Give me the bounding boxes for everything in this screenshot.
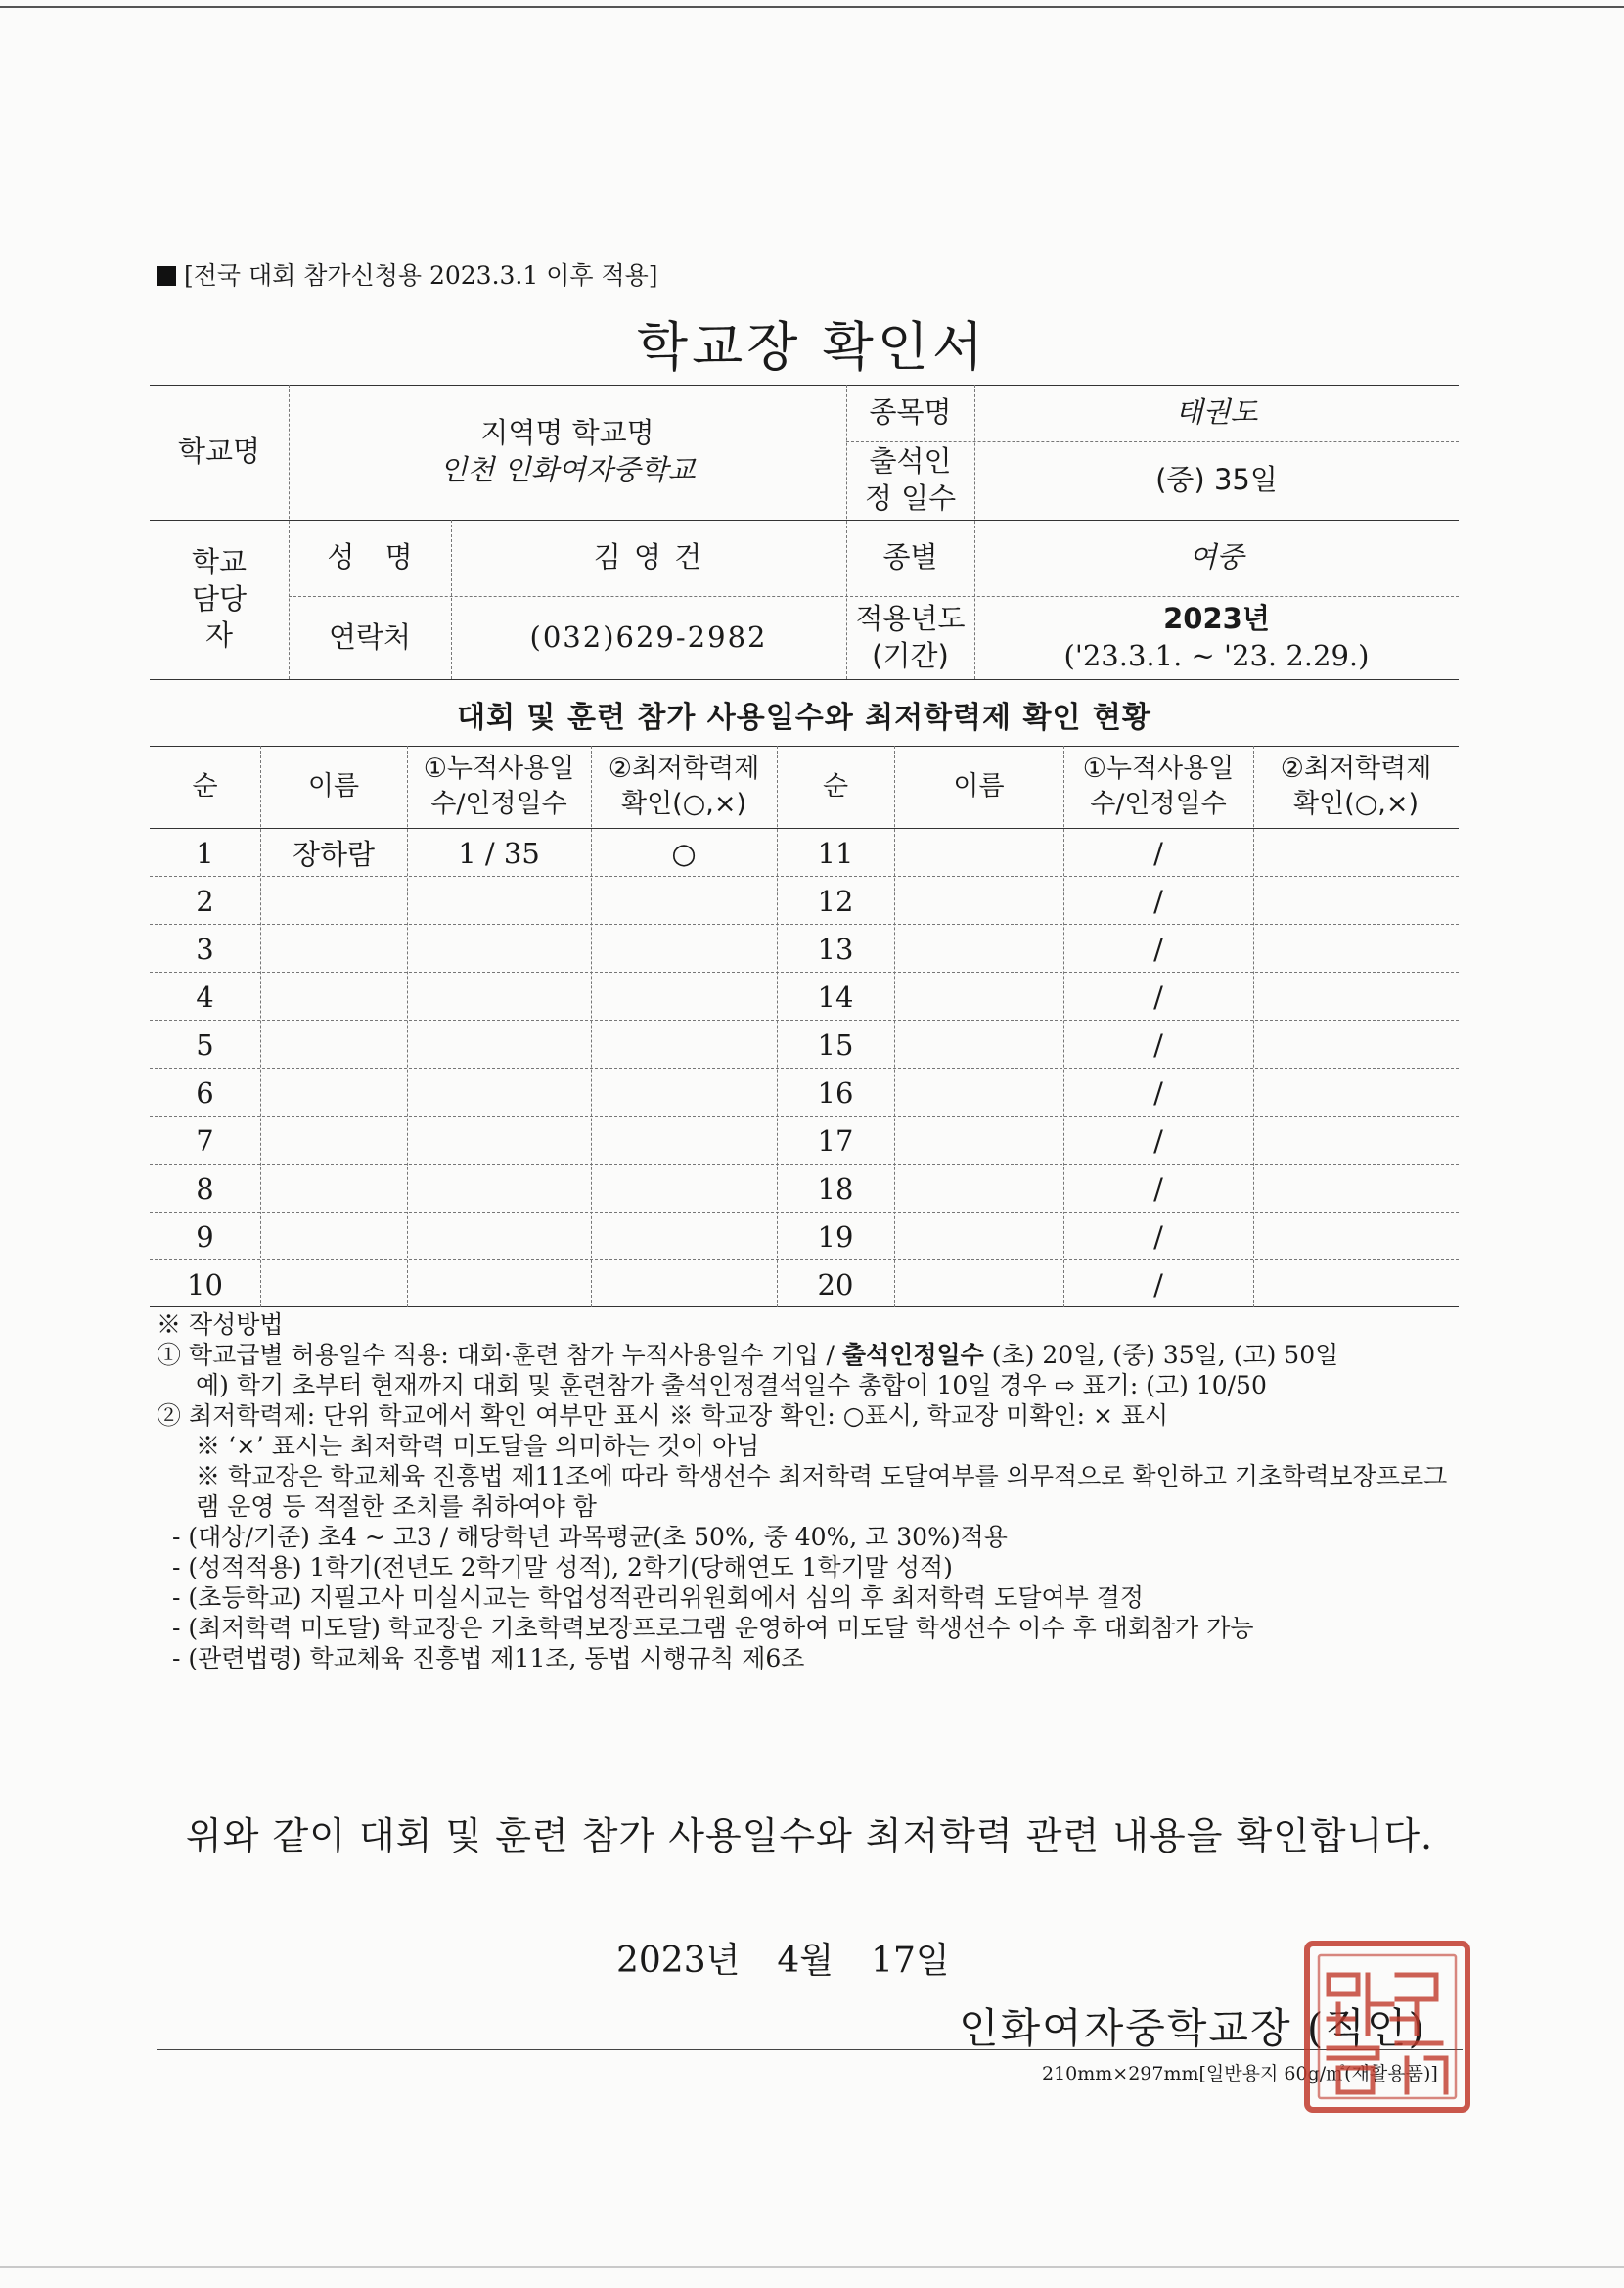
row-number-cell: 17	[817, 1123, 854, 1158]
row-number-cell: 4	[196, 980, 214, 1014]
min-grade-check-cell	[1253, 1213, 1459, 1260]
date-day: 17일	[871, 1941, 950, 1981]
row-number-cell: 18	[817, 1171, 854, 1206]
player-name-cell	[260, 1117, 407, 1165]
school-cell	[289, 400, 846, 504]
days-used-cell	[407, 1021, 591, 1069]
days-used-cell: /	[1153, 836, 1163, 870]
school-label: 학교명	[177, 435, 261, 469]
days-used-cell: /	[1153, 1219, 1163, 1254]
date-month: 4월	[777, 1941, 835, 1981]
player-name-cell	[260, 973, 407, 1021]
min-grade-check-cell: ○	[671, 836, 697, 870]
min-grade-check-cell	[1253, 1260, 1459, 1308]
min-grade-check-cell	[591, 1260, 777, 1308]
player-name-cell	[260, 877, 407, 925]
row-number-cell: 9	[196, 1219, 214, 1254]
player-name-cell	[894, 973, 1063, 1021]
days-used-cell	[407, 1213, 591, 1260]
note-1-days: (초) 20일, (중) 35일, (고) 50일	[983, 1341, 1339, 1369]
note-2-b: ※ 학교장은 학교체육 진흥법 제11조에 따라 학생선수 최저학력 도달여부를 의무적으로 확인하고 기초학력보장프로그램 운영 등 적절한 조치를 취하여야 함	[196, 1462, 1448, 1521]
document-title: 학교장 확인서	[636, 316, 988, 378]
min-grade-check-cell	[1253, 1117, 1459, 1165]
row-number-cell: 19	[817, 1219, 854, 1254]
square-bullet-icon	[157, 266, 176, 286]
year-value: 2023년	[1163, 601, 1270, 635]
category-value: 여중	[1189, 540, 1244, 574]
header-no: 순	[822, 770, 849, 801]
detail-4: - (최저학력 미도달) 학교장은 기초학력보장프로그램 운영하여 미도달 학생선수 이수 후 대회참가 가능	[172, 1614, 1254, 1642]
min-grade-check-cell	[1253, 1165, 1459, 1213]
name-value: 김 영 건	[593, 540, 704, 574]
player-name-cell	[894, 1117, 1063, 1165]
writing-instructions	[157, 1309, 1463, 1673]
header-days: ①누적사용일수/인정일수	[423, 753, 575, 819]
days-used-cell: /	[1153, 932, 1163, 966]
min-grade-check-cell	[1253, 877, 1459, 925]
days-used-cell: /	[1153, 1075, 1163, 1110]
year-cell	[974, 596, 1459, 679]
row-number-cell: 10	[187, 1267, 223, 1302]
days-used-cell	[407, 877, 591, 925]
row-number-cell: 20	[817, 1267, 854, 1302]
notes-title: ※ 작성방법	[157, 1310, 284, 1339]
row-number-cell: 12	[817, 884, 854, 918]
name-label: 성 명	[327, 540, 413, 574]
header-note	[157, 256, 658, 292]
header-note-text: [전국 대회 참가신청용 2023.3.1 이후 적용]	[184, 261, 658, 290]
note-1-example: 예) 학기 초부터 현재까지 대회 및 훈련참가 출석인정결석일수 총합이 10일 경우 ⇨ 표기: (고) 10/50	[196, 1371, 1267, 1399]
min-grade-check-cell	[591, 1165, 777, 1213]
school-subtitle: 지역명 학교명	[480, 416, 654, 450]
min-grade-check-cell	[591, 1021, 777, 1069]
principal-signature-line: 인화여자중학교장 (직인)	[959, 2004, 1426, 2052]
min-grade-check-cell	[1253, 973, 1459, 1021]
note-2-a: ※ ‘×’ 표시는 최저학력 미도달을 의미하는 것이 아님	[196, 1432, 760, 1460]
year-period: ('23.3.1. ~ '23. 2.29.)	[1063, 638, 1370, 672]
note-1-text: ① 학교급별 허용일수 적용: 대회·훈련 참가 누적사용일수 기입 /	[157, 1341, 842, 1369]
min-grade-check-cell	[591, 1117, 777, 1165]
usage-table	[150, 746, 1459, 1307]
player-name-cell	[894, 925, 1063, 973]
days-used-cell: /	[1153, 1267, 1163, 1302]
detail-5: - (관련법령) 학교체육 진흥법 제11조, 동법 시행규칙 제6조	[172, 1644, 805, 1672]
school-name: 인천 인화여자중학교	[439, 453, 696, 486]
row-number-cell: 16	[817, 1075, 854, 1110]
detail-3: - (초등학교) 지필고사 미실시교는 학업성적관리위원회에서 심의 후 최저학력 도달여부 결정	[172, 1583, 1145, 1612]
header-no: 순	[192, 770, 218, 801]
note-1	[157, 1340, 1463, 1370]
row-number-cell: 8	[196, 1171, 214, 1206]
player-name-cell	[260, 1021, 407, 1069]
player-name-cell	[894, 1165, 1063, 1213]
min-grade-check-cell	[591, 973, 777, 1021]
row-number-cell: 11	[817, 836, 854, 870]
player-name-cell: 장하람	[292, 838, 376, 871]
row-number-cell: 13	[817, 932, 854, 966]
row-number-cell: 6	[196, 1075, 214, 1110]
row-number-cell: 5	[196, 1028, 214, 1062]
detail-2: - (성적적용) 1학기(전년도 2학기말 성적), 2학기(당해연도 1학기말 성적)	[172, 1553, 953, 1581]
issue-date	[616, 1933, 987, 1983]
contact-value: (032)629-2982	[529, 619, 768, 654]
note-1-bold: 출석인정일수	[841, 1341, 984, 1369]
min-grade-check-cell	[1253, 1021, 1459, 1069]
manager-label: 학교 담당자	[191, 544, 248, 653]
row-number-cell: 1	[196, 836, 214, 870]
min-grade-check-cell	[591, 1213, 777, 1260]
row-number-cell: 15	[817, 1028, 854, 1062]
row-number-cell: 14	[817, 980, 854, 1014]
scan-top-edge	[0, 6, 1624, 8]
days-used-cell: 1 / 35	[458, 836, 540, 870]
min-grade-check-cell	[591, 877, 777, 925]
days-used-cell	[407, 925, 591, 973]
row-number-cell: 2	[196, 884, 214, 918]
info-table	[150, 385, 1459, 680]
attendance-label: 출석인정 일수	[864, 444, 957, 515]
days-used-cell	[407, 1069, 591, 1117]
year-label: 적용년도 (기간)	[855, 601, 966, 672]
days-used-cell: /	[1153, 980, 1163, 1014]
note-2: ② 최저학력제: 단위 학교에서 확인 여부만 표시 ※ 학교장 확인: ○표시, 학교장 미확인: × 표시	[157, 1401, 1169, 1430]
sport-label: 종목명	[869, 395, 952, 430]
player-name-cell	[894, 1260, 1063, 1308]
header-name: 이름	[953, 770, 1005, 801]
days-used-cell: /	[1153, 884, 1163, 918]
days-used-cell: /	[1153, 1028, 1163, 1062]
sport-value: 태권도	[1175, 395, 1258, 430]
header-days: ①누적사용일수/인정일수	[1082, 753, 1235, 819]
min-grade-check-cell	[1253, 925, 1459, 973]
days-used-cell	[407, 1165, 591, 1213]
contact-label: 연락처	[328, 619, 412, 654]
signature-underline	[157, 2049, 1463, 2050]
min-grade-check-cell	[1253, 829, 1459, 877]
player-name-cell	[260, 1213, 407, 1260]
row-number-cell: 7	[196, 1123, 214, 1158]
info-bottom-border	[150, 679, 1459, 680]
days-used-cell	[407, 1117, 591, 1165]
scan-bottom-edge	[0, 2266, 1624, 2268]
header-name: 이름	[307, 770, 360, 801]
header-check: ②최저학력제 확인(○,×)	[1280, 753, 1432, 819]
row-number-cell: 3	[196, 932, 214, 966]
days-used-cell: /	[1153, 1123, 1163, 1158]
days-used-cell	[407, 973, 591, 1021]
player-name-cell	[260, 1069, 407, 1117]
player-name-cell	[894, 877, 1063, 925]
min-grade-check-cell	[1253, 1069, 1459, 1117]
min-grade-check-cell	[591, 925, 777, 973]
paper-spec: 210mm×297mm[일반용지 60g/㎡(재활용품)]	[1042, 2063, 1438, 2084]
date-year: 2023년	[616, 1941, 741, 1981]
player-name-cell	[260, 1165, 407, 1213]
days-used-cell: /	[1153, 1171, 1163, 1206]
player-name-cell	[260, 1260, 407, 1308]
official-seal-stamp	[1299, 1936, 1475, 2118]
player-name-cell	[894, 1021, 1063, 1069]
player-name-cell	[260, 925, 407, 973]
category-label: 종별	[882, 540, 938, 574]
player-name-cell	[894, 1213, 1063, 1260]
player-name-cell	[894, 829, 1063, 877]
attendance-value: (중) 35일	[1155, 463, 1278, 497]
min-grade-check-cell	[591, 1069, 777, 1117]
confirmation-statement: 위와 같이 대회 및 훈련 참가 사용일수와 최저학력 관련 내용을 확인합니다.	[186, 1814, 1434, 1857]
player-name-cell	[894, 1069, 1063, 1117]
table-caption: 대회 및 훈련 참가 사용일수와 최저학력제 확인 현황	[457, 701, 1151, 735]
detail-1: - (대상/기준) 초4 ~ 고3 / 해당학년 과목평균(초 50%, 중 40%, 고 30%)적용	[172, 1523, 1008, 1551]
days-used-cell	[407, 1260, 591, 1308]
header-check: ②최저학력제 확인(○,×)	[608, 753, 760, 819]
